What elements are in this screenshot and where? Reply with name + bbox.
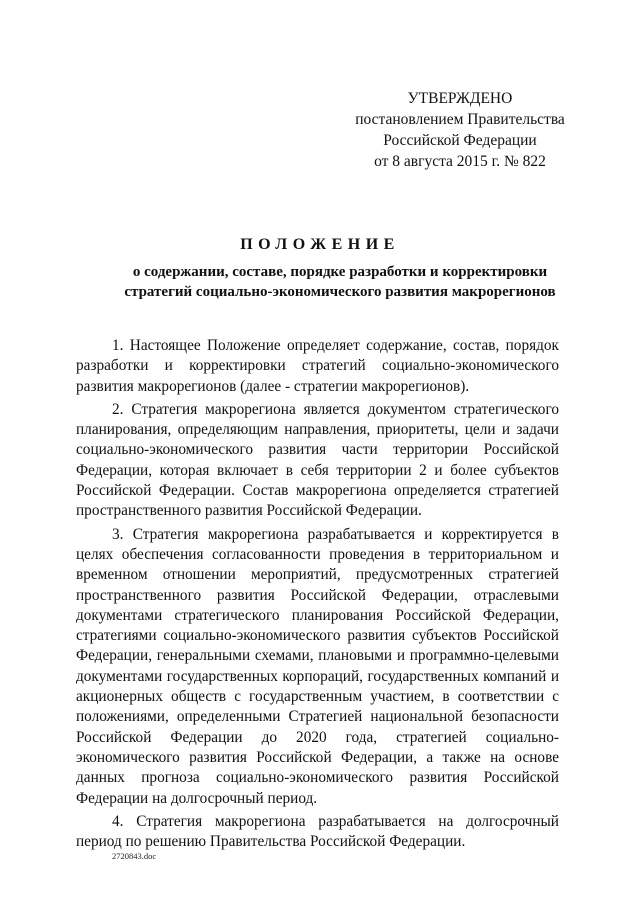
- approval-line-3: от 8 августа 2015 г. № 822: [374, 153, 546, 170]
- approval-line-1: постановлением Правительства: [355, 111, 565, 128]
- subtitle-line-2: стратегий социально-экономического развития макрорегионов: [124, 284, 556, 300]
- approval-heading: УТВЕРЖДЕНО: [407, 90, 513, 107]
- subtitle-line-1: о содержании, составе, порядке разработки и корректировки: [132, 264, 548, 280]
- approval-stamp: [320, 88, 600, 172]
- paragraph-2: 2. Стратегия макрорегиона является документом стратегического планирования, определяющим направления, приоритеты, цели и задачи социально-экономического развития части территории Российской Федерации, которая включает в себя территории 2 и более субъектов Российской Федерации. Состав макрорегиона определяется стратегией пространственного развития Российской Федерации.: [76, 400, 559, 520]
- document-subtitle: [60, 262, 620, 302]
- footer-file-name: 2720843.doc: [112, 851, 157, 861]
- document-title: ПОЛОЖЕНИЕ: [240, 236, 400, 253]
- paragraph-4: 4. Стратегия макрорегиона разрабатывается на долгосрочный период по решению Правительства Российской Федерации.: [76, 812, 559, 851]
- paragraph-1: 1. Настоящее Положение определяет содержание, состав, порядок разработки и корректировки стратегий социально-экономического развития макрорегионов (далее - стратегии макрорегионов).: [76, 337, 559, 395]
- paragraph-3: 3. Стратегия макрорегиона разрабатывается и корректируется в целях обеспечения согласованности проведения в территориальном и временном отношении мероприятий, предусмотренных стратегией пространственного развития Российской Федерации, отраслевыми документами стратегического планирования Российской Федерации, стратегиями социально-экономического развития субъектов Российской Федерации, генеральными схемами, плановыми и программно-целевыми документами государственных корпораций, государственных компаний и акционерных обществ с государственным участием, в соответствии с положениями, определенными Стратегией национальной безопасности Российской Федерации до 2020 года, стратегией социально-экономического развития Российской Федерации, а также на основе данных прогноза социально-экономического развития Российской Федерации на долгосрочный период.: [76, 525, 559, 807]
- document-body: [76, 336, 559, 855]
- approval-line-2: Российской Федерации: [383, 132, 537, 149]
